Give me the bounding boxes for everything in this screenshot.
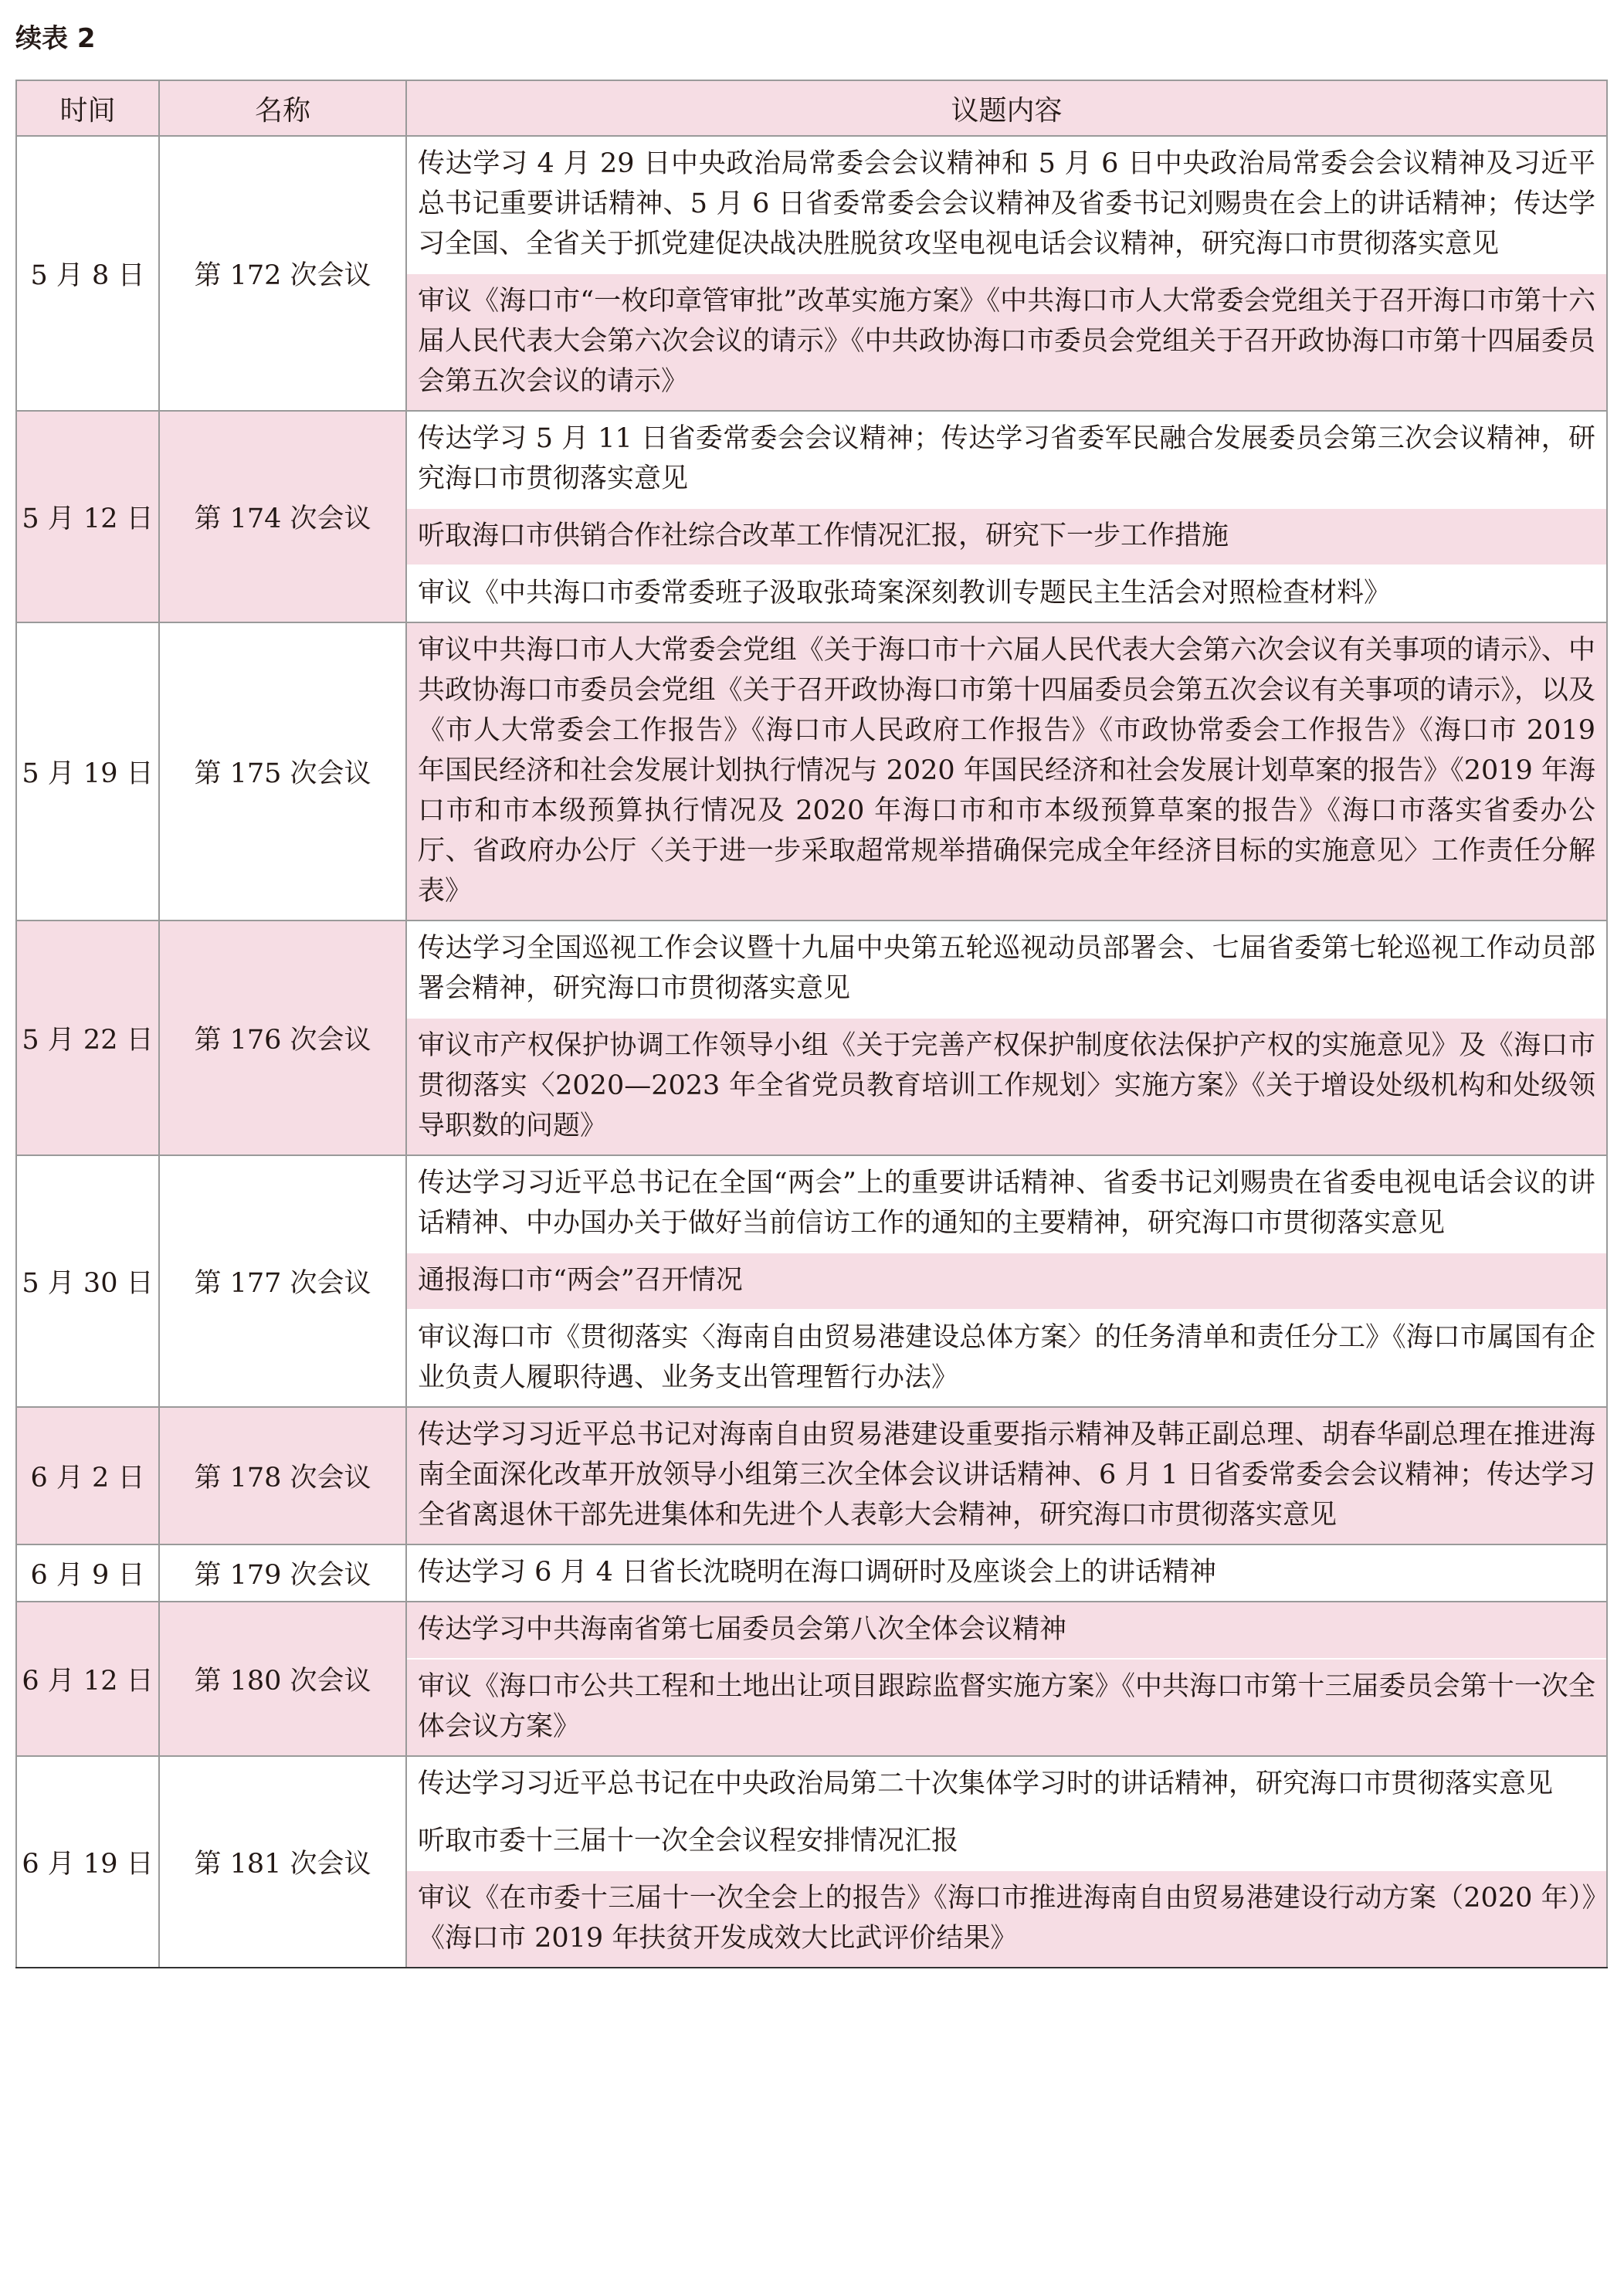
meeting-topics [406,1602,1607,1756]
meeting-date: 5 月 22 日 [16,921,159,1155]
topic-item: 审议《在市委十三届十一次全会上的报告》《海口市推进海南自由贸易港建设行动方案（2020 年）》《海口市 2019 年扶贫开发成效大比武评价结果》 [407,1871,1606,1967]
meeting-topics [406,1544,1607,1602]
meeting-date: 5 月 12 日 [16,411,159,622]
header-date: 时间 [16,80,159,136]
table-row [16,1155,1607,1407]
topic-item: 审议《海口市“一枚印章管审批”改革实施方案》《中共海口市人大常委会党组关于召开海口市第十六届人民代表大会第六次会议的请示》《中共政协海口市委员会党组关于召开政协海口市第十四届委员会第五次会议的请示》 [407,274,1606,410]
table-header-row [16,80,1607,136]
topic-item: 审议市产权保护协调工作领导小组《关于完善产权保护制度依法保护产权的实施意见》及《海口市贯彻落实〈2020—2023 年全省党员教育培训工作规划〉实施方案》《关于增设处级机构和处级领导职数的问题》 [407,1019,1606,1154]
meeting-name: 第 175 次会议 [159,622,406,921]
meetings-table [15,80,1608,1968]
table-row [16,1602,1607,1756]
topic-item: 传达学习习近平总书记在全国“两会”上的重要讲话精神、省委书记刘赐贵在省委电视电话会议的讲话精神、中办国办关于做好当前信访工作的通知的主要精神，研究海口市贯彻落实意见 [407,1156,1606,1253]
meeting-name: 第 178 次会议 [159,1407,406,1544]
meeting-name: 第 174 次会议 [159,411,406,622]
topic-item: 传达学习 6 月 4 日省长沈晓明在海口调研时及座谈会上的讲话精神 [407,1545,1606,1601]
meeting-name: 第 172 次会议 [159,136,406,411]
topic-item: 通报海口市“两会”召开情况 [407,1253,1606,1310]
topic-item: 审议海口市《贯彻落实〈海南自由贸易港建设总体方案〉的任务清单和责任分工》《海口市属国有企业负责人履职待遇、业务支出管理暂行办法》 [407,1310,1606,1406]
table-row [16,622,1607,921]
meeting-topics [406,921,1607,1155]
meeting-date: 6 月 2 日 [16,1407,159,1544]
topic-item: 传达学习 5 月 11 日省委常委会会议精神；传达学习省委军民融合发展委员会第三次会议精神，研究海口市贯彻落实意见 [407,412,1606,509]
topic-item: 审议中共海口市人大常委会党组《关于海口市十六届人民代表大会第六次会议有关事项的请示》、中共政协海口市委员会党组《关于召开政协海口市第十四届委员会第五次会议有关事项的请示》，以及《市人大常委会工作报告》《海口市人民政府工作报告》《市政协常委会工作报告》《海口市 2019 年国民经济和社会发展计划执行情况与 2020 年国民经济和社会发展计划草案的报告》《2019 年海口市和市本级预算执行情况及 2020 年海口市和市本级预算草案的报告》《海口市落实省委办公厅、省政府办公厅〈关于进一步采取超常规举措确保完成全年经济目标的实施意见〉工作责任分解表》 [407,623,1606,920]
table-row [16,1407,1607,1544]
topic-item: 传达学习中共海南省第七届委员会第八次全体会议精神 [407,1602,1606,1660]
meeting-topics [406,1155,1607,1407]
meeting-name: 第 176 次会议 [159,921,406,1155]
topic-item: 传达学习习近平总书记对海南自由贸易港建设重要指示精神及韩正副总理、胡春华副总理在推进海南全面深化改革开放领导小组第三次全体会议讲话精神、6 月 1 日省委常委会会议精神；传达学习全省离退休干部先进集体和先进个人表彰大会精神，研究海口市贯彻落实意见 [407,1408,1606,1544]
meeting-topics [406,1407,1607,1544]
meeting-date: 5 月 8 日 [16,136,159,411]
meeting-name: 第 179 次会议 [159,1544,406,1602]
meeting-topics [406,1756,1607,1968]
topic-item: 传达学习习近平总书记在中央政治局第二十次集体学习时的讲话精神，研究海口市贯彻落实意见 [407,1757,1606,1814]
header-topics: 议题内容 [406,80,1607,136]
meeting-date: 6 月 12 日 [16,1602,159,1756]
topic-item: 审议《中共海口市委常委班子汲取张琦案深刻教训专题民主生活会对照检查材料》 [407,566,1606,622]
meeting-date: 6 月 19 日 [16,1756,159,1968]
meeting-date: 5 月 30 日 [16,1155,159,1407]
topic-item: 审议《海口市公共工程和土地出让项目跟踪监督实施方案》《中共海口市第十三届委员会第十一次全体会议方案》 [407,1660,1606,1755]
meeting-topics [406,411,1607,622]
meeting-name: 第 181 次会议 [159,1756,406,1968]
meeting-name: 第 180 次会议 [159,1602,406,1756]
table-row [16,1544,1607,1602]
meeting-name: 第 177 次会议 [159,1155,406,1407]
meeting-topics [406,622,1607,921]
meeting-date: 6 月 9 日 [16,1544,159,1602]
meeting-date: 5 月 19 日 [16,622,159,921]
table-row [16,411,1607,622]
header-name: 名称 [159,80,406,136]
topic-item: 传达学习全国巡视工作会议暨十九届中央第五轮巡视动员部署会、七届省委第七轮巡视工作动员部署会精神，研究海口市贯彻落实意见 [407,921,1606,1019]
meeting-topics [406,136,1607,411]
table-row [16,1756,1607,1968]
table-row [16,136,1607,411]
table-row [16,921,1607,1155]
table-caption: 续表 2 [15,23,96,54]
topic-item: 传达学习 4 月 29 日中央政治局常委会会议精神和 5 月 6 日中央政治局常委会会议精神及习近平总书记重要讲话精神、5 月 6 日省委常委会会议精神及省委书记刘赐贵在会上的讲话精神；传达学习全国、全省关于抓党建促决战决胜脱贫攻坚电视电话会议精神，研究海口市贯彻落实意见 [407,137,1606,274]
topic-item: 听取市委十三届十一次全会议程安排情况汇报 [407,1814,1606,1871]
topic-item: 听取海口市供销合作社综合改革工作情况汇报，研究下一步工作措施 [407,509,1606,566]
